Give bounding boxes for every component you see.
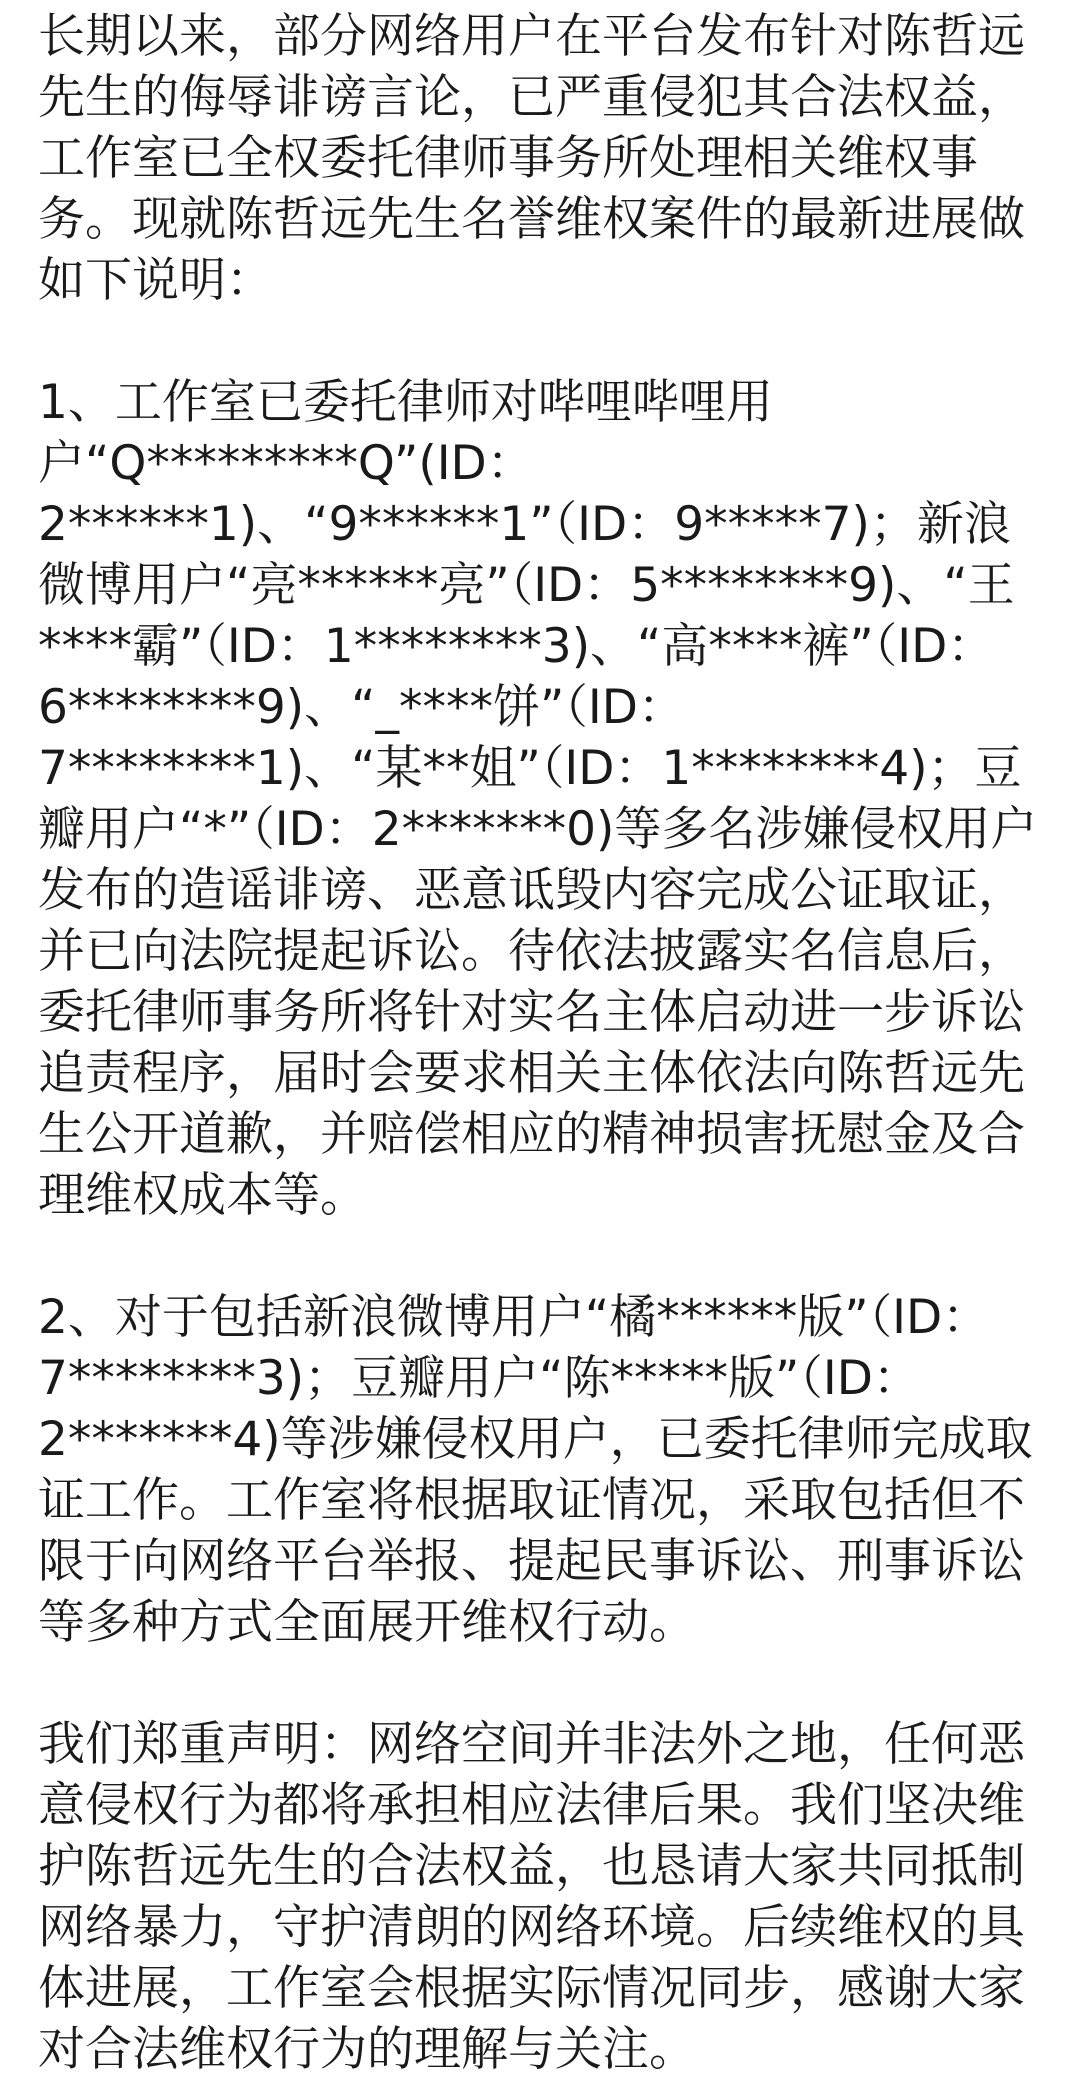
closing-paragraph: 我们郑重声明：网络空间并非法外之地，任何恶意侵权行为都将承担相应法律后果。我们坚决维护陈哲远先生的合法权益，也恳请大家共同抵制网络暴力，守护清朗的网络环境。后续维权的具体进展，工作室会根据实际情况同步，感谢大家对合法维权行为的理解与关注。 bbox=[38, 1717, 1025, 2077]
paragraph-gap bbox=[38, 311, 1048, 372]
statement-text bbox=[38, 6, 1048, 2080]
watermark bbox=[892, 1892, 1062, 1922]
item-1-paragraph: 1、工作室已委托律师对哔哩哔哩用户“Q*********Q”(ID：2******1)、“9******1”（ID：9*****7)；新浪微博用户“亮******亮”（ID：5********9)、“王****霸”（ID：1********3)、“高****裤”（ID：6********9)、“_****饼”（ID：7********1)、“某**姐”（ID：1********4)；豆瓣用户“*”（ID：2*******0)等多名涉嫌侵权用户发布的造谣诽谤、恶意诋毁内容完成公证取证，并已向法院提起诉讼。待依法披露实名信息后，委托律师事务所将针对实名主体启动进一步诉讼追责程序，届时会要求相关主体依法向陈哲远先生公开道歉，并赔偿相应的精神损害抚慰金及合理维权成本等。 bbox=[38, 375, 1038, 1223]
item-2-paragraph: 2、对于包括新浪微博用户“橘******版”（ID：7********3)；豆瓣用户“陈*****版”（ID：2*******4)等涉嫌侵权用户，已委托律师完成取证工作。工作室将根据取证情况，采取包括但不限于向网络平台举报、提起民事诉讼、刑事诉讼等多种方式全面展开维权行动。 bbox=[38, 1290, 1033, 1650]
intro-paragraph: 长期以来，部分网络用户在平台发布针对陈哲远先生的侮辱诽谤言论，已严重侵犯其合法权益，工作室已全权委托律师事务所处理相关维权事务。现就陈哲远先生名誉维权案件的最新进展做如下说明： bbox=[38, 9, 1025, 308]
paragraph-gap bbox=[38, 1226, 1048, 1287]
paragraph-gap bbox=[38, 1653, 1048, 1714]
